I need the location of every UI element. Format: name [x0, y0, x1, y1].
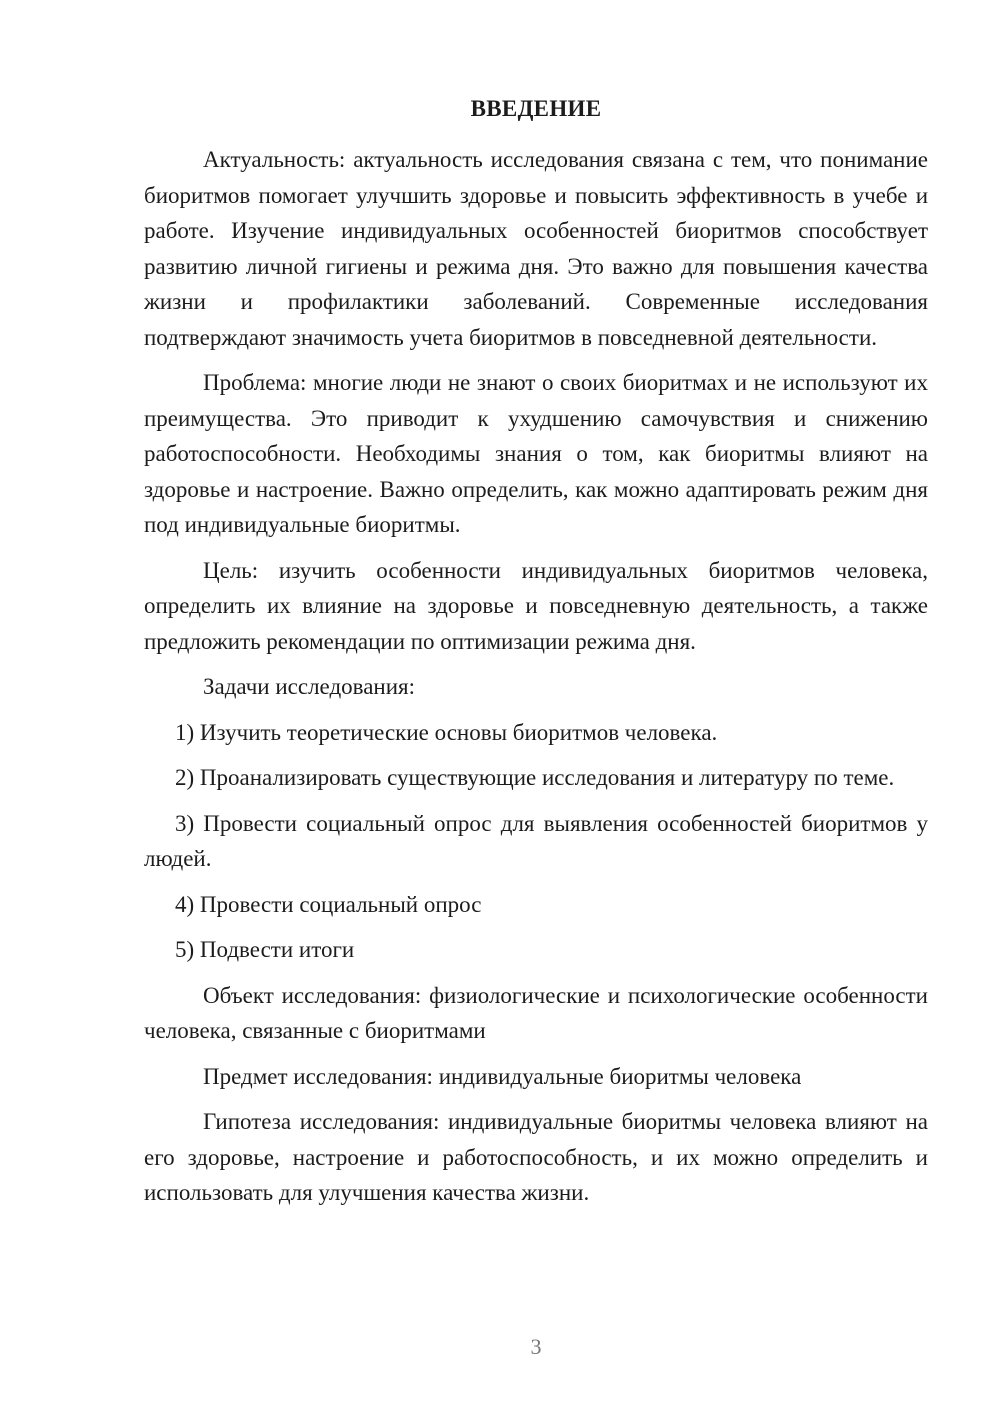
task-item-2: 2) Проанализировать существующие исследования и литературу по теме.: [175, 765, 895, 790]
task-item-3: 3) Провести социальный опрос для выявления особенностей биоритмов у людей.: [144, 810, 928, 871]
document-body: [144, 142, 928, 1221]
paragraph-hypothesis: Гипотеза исследования: индивидуальные биоритмы человека влияют на его здоровье, настроение и работоспособность, и их можно определить и использовать для улучшения качества жизни.: [144, 1109, 928, 1205]
paragraph-object: Объект исследования: физиологические и психологические особенности человека, связанные с биоритмами: [144, 982, 928, 1043]
tasks-heading: Задачи исследования:: [203, 674, 416, 699]
paragraph-problem: Проблема: многие люди не знают о своих биоритмах и не используют их преимущества. Это приводит к ухудшению самочувствия и снижению работоспособности. Необходимы знания о том, как биоритмы влияют на здоровье и настроение. Важно определить, как можно адаптировать режим дня под индивидуальные биоритмы.: [144, 370, 928, 537]
paragraph-relevance: Актуальность: актуальность исследования связана с тем, что понимание биоритмов помогает улучшить здоровье и повысить эффективность в учебе и работе. Изучение индивидуальных особенностей биоритмов способствует развитию личной гигиены и режима дня. Это важно для повышения качества жизни и профилактики заболеваний. Современные исследования подтверждают значимость учета биоритмов в повседневной деятельности.: [144, 147, 928, 350]
task-item-1: 1) Изучить теоретические основы биоритмов человека.: [175, 719, 718, 745]
task-item-5: 5) Подвести итоги: [175, 937, 355, 962]
task-item-4: 4) Провести социальный опрос: [175, 891, 482, 917]
page-title: ВВЕДЕНИЕ: [470, 96, 602, 121]
page-number: 3: [530, 1334, 542, 1359]
paragraph-goal: Цель: изучить особенности индивидуальных биоритмов человека, определить их влияние на здоровье и повседневную деятельность, а также предложить рекомендации по оптимизации режима дня.: [144, 557, 928, 654]
paragraph-subject: Предмет исследования: индивидуальные биоритмы человека: [203, 1063, 802, 1089]
